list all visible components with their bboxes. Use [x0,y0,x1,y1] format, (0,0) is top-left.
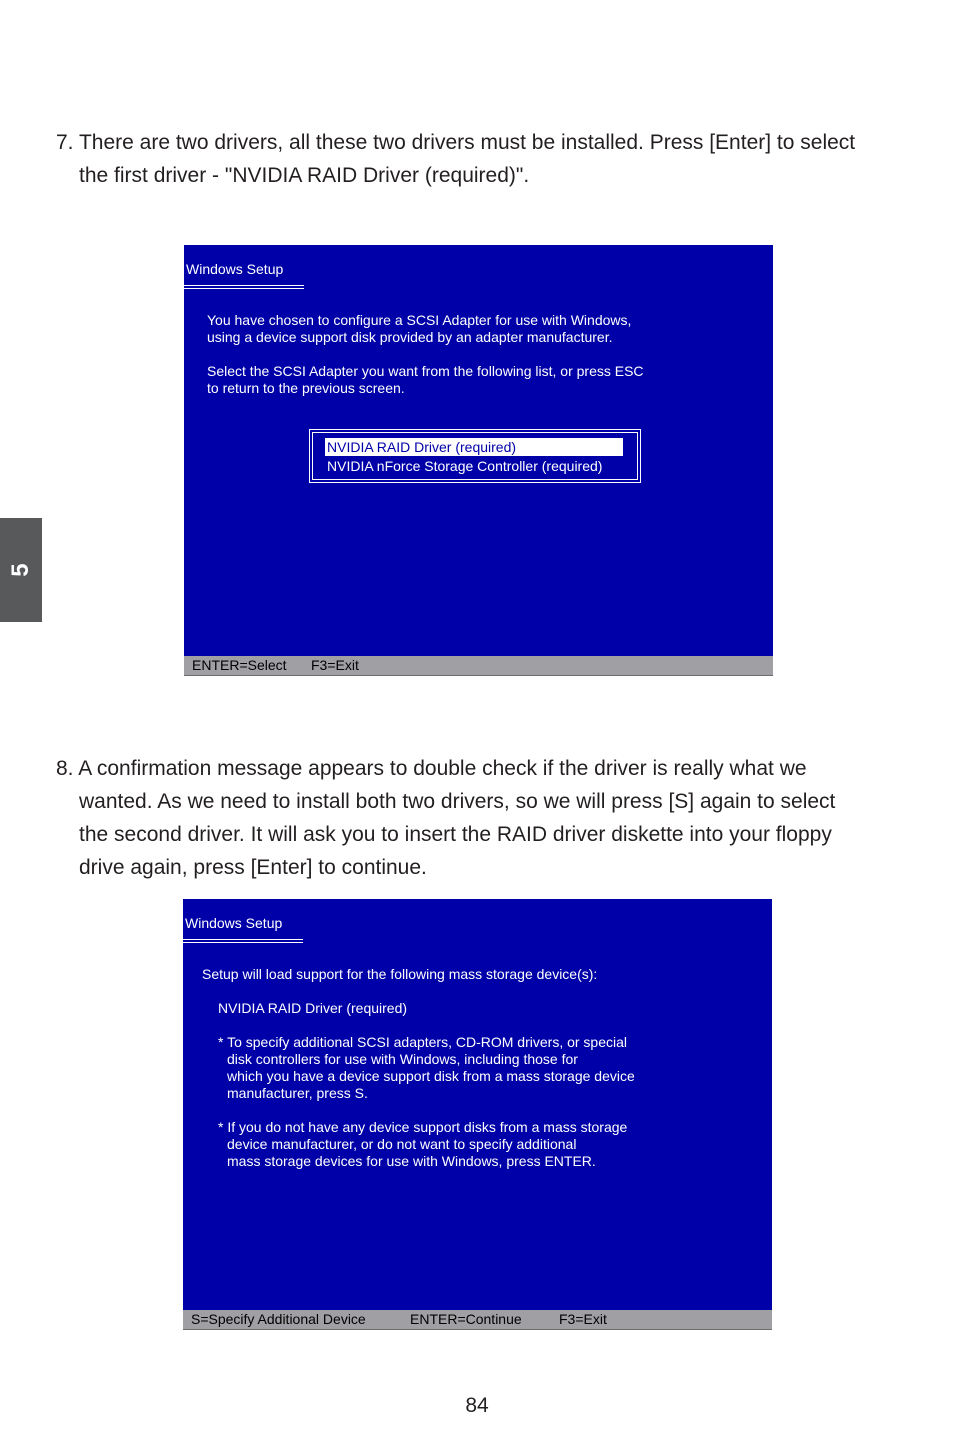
step-7-line: the first driver - "NVIDIA RAID Driver (required)". [79,164,530,187]
device-name: NVIDIA RAID Driver (required) [218,1000,408,1016]
status-enter-select: ENTER=Select [192,657,287,673]
step-8-line: drive again, press [Enter] to continue. [79,856,427,879]
step-7-instructions [56,126,916,192]
step-8-line: 8. A confirmation message appears to double check if the driver is really what we [56,757,807,780]
title-underline [184,285,304,289]
window-title: Windows Setup [185,915,283,931]
page-number: 84 [465,1394,489,1417]
step-8-instructions [56,752,916,884]
note-text: which you have a device support disk from a mass storage device [227,1068,635,1084]
status-bar [184,656,773,676]
note-text: disk controllers for use with Windows, including those for [227,1051,578,1067]
note-text: * If you do not have any device support disks from a mass storage [218,1119,628,1135]
adapter-list[interactable] [309,429,641,483]
body-text: using a device support disk provided by an adapter manufacturer. [207,329,613,345]
body-text: You have chosen to configure a SCSI Adapter for use with Windows, [207,312,632,328]
body-text: to return to the previous screen. [207,380,405,396]
title-underline [183,939,303,943]
step-8-line: the second driver. It will ask you to insert the RAID driver diskette into your floppy [79,823,832,846]
note-text: * To specify additional SCSI adapters, CD-ROM drivers, or special [218,1034,628,1050]
status-specify-device: S=Specify Additional Device [191,1311,366,1327]
body-text: Select the SCSI Adapter you want from the following list, or press ESC [207,363,644,379]
adapter-option-nforce-storage[interactable]: NVIDIA nForce Storage Controller (required) [327,458,603,474]
status-f3-exit: F3=Exit [311,657,359,673]
note-text: manufacturer, press S. [227,1085,368,1101]
window-title: Windows Setup [186,261,284,277]
step-8-line: wanted. As we need to install both two drivers, so we will press [S] again to select [79,790,836,813]
chapter-number: 5 [7,563,34,577]
status-f3-exit: F3=Exit [559,1311,607,1327]
status-bar [183,1310,772,1330]
intro-text: Setup will load support for the following mass storage device(s): [202,966,598,982]
windows-setup-screen-confirm [183,899,772,1330]
note-text: device manufacturer, or do not want to specify additional [227,1136,577,1152]
windows-setup-screen-select-adapter [184,245,773,676]
adapter-option-raid-driver[interactable]: NVIDIA RAID Driver (required) [325,438,623,456]
chapter-tab [0,518,42,622]
status-enter-continue: ENTER=Continue [410,1311,522,1327]
note-text: mass storage devices for use with Windows, press ENTER. [227,1153,596,1169]
step-7-line: 7. There are two drivers, all these two drivers must be installed. Press [Enter] to select [56,131,856,154]
